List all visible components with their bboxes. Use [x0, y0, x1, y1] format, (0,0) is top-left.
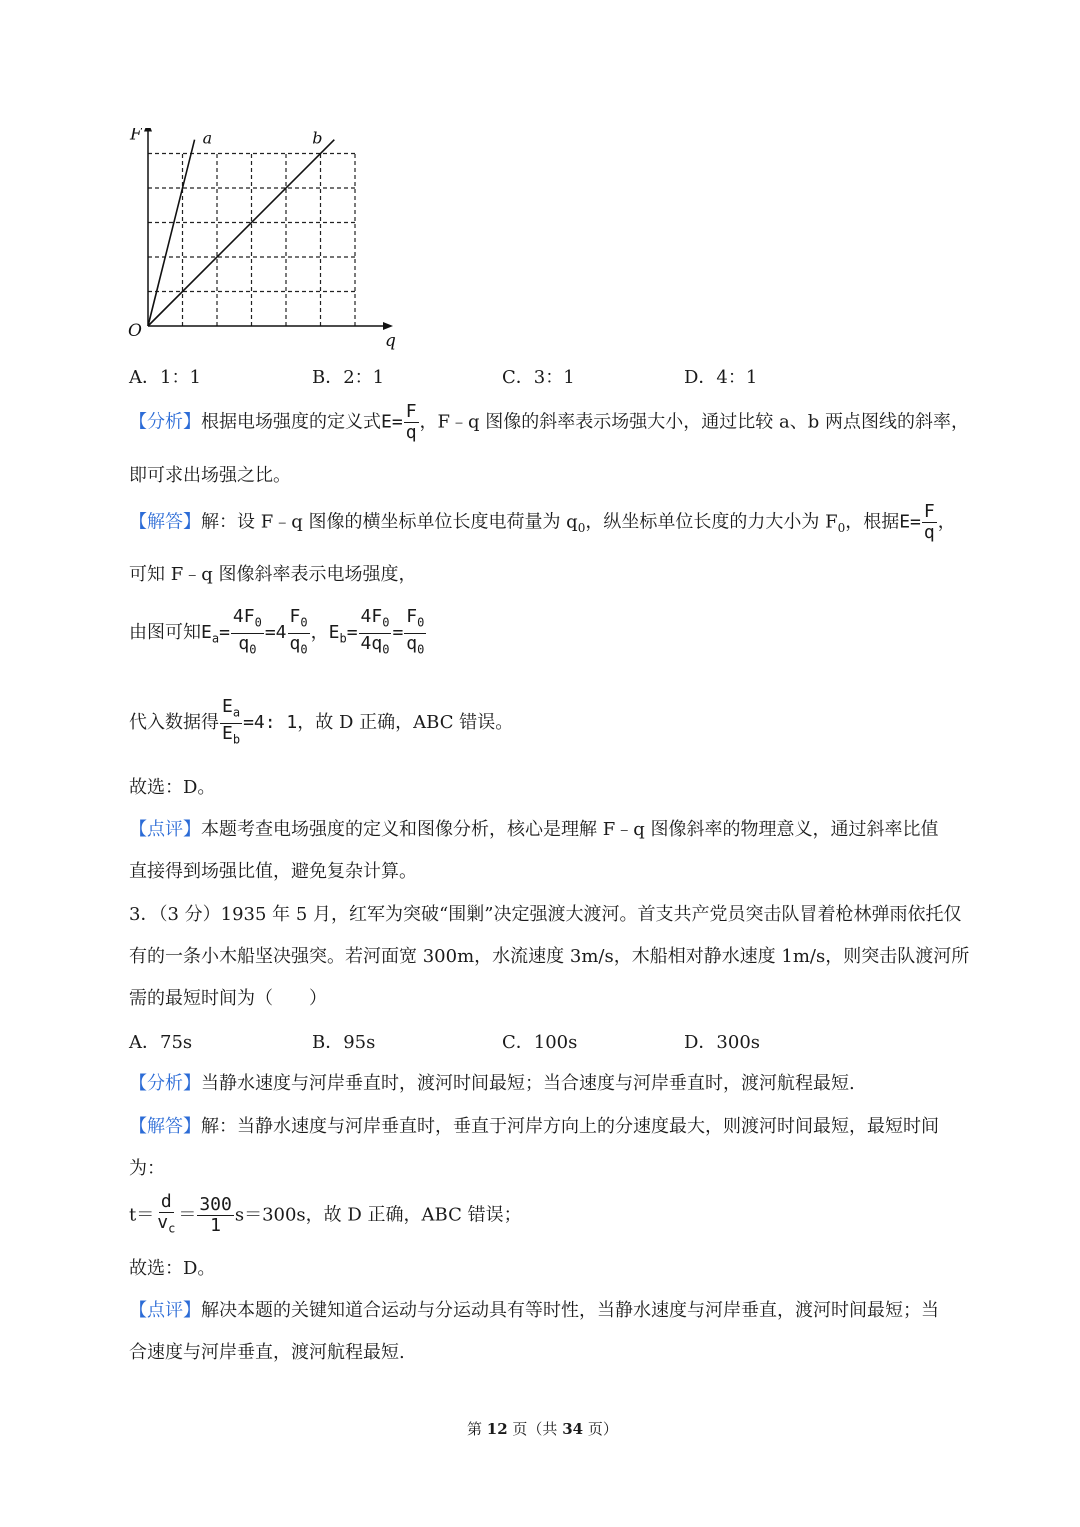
fraction-denominator: q [405, 422, 417, 443]
q2-solution-line2: 可知 F﹣q 图像斜率表示电场强度， [129, 564, 417, 585]
fraction-f0-q0 [288, 607, 310, 659]
q3-analysis-line [129, 1072, 855, 1096]
subscript: 0 [417, 642, 425, 657]
e-definition-fraction [922, 502, 937, 543]
solution-text-3: ，根据 [845, 511, 900, 533]
fraction-300-1 [197, 1195, 234, 1236]
fraction-numerator: F [405, 401, 417, 422]
subscript: 0 [254, 615, 262, 630]
q2-solution-line1 [129, 502, 956, 543]
footer-text: 页） [583, 1420, 618, 1438]
fraction-denominator: $q_0$ [289, 632, 308, 657]
eb-symbol: $E_b$ [328, 622, 347, 646]
x-axis-arrow [383, 322, 393, 330]
q2-option-a: A．1：1 [129, 367, 201, 388]
y-axis-label: F [130, 128, 142, 145]
solution-tag: 【解答】 [129, 1116, 201, 1137]
f-q-chart-svg [118, 128, 398, 360]
subscript: 0 [300, 615, 308, 630]
subscript: b [339, 631, 347, 646]
equals: = [346, 622, 358, 644]
footer-text: 页（共 [507, 1420, 563, 1438]
comment-tag: 【点评】 [129, 819, 201, 840]
origin-label: O [128, 321, 142, 341]
fraction-numerator: $4F_0$ [231, 607, 264, 634]
ea-symbol: $E_a$ [201, 622, 220, 646]
q2-solution-line4 [129, 697, 513, 749]
fraction-ea-eb [220, 697, 242, 749]
fraction-denominator: q [923, 522, 935, 543]
comment-text: 解决本题的关键知道合运动与分运动具有等时性，当静水速度与河岸垂直，渡河时间最短；当 [201, 1300, 939, 1321]
fraction-d-vc [155, 1192, 177, 1239]
equals: = [392, 622, 404, 644]
subscript: 0 [837, 521, 846, 536]
equals: =4 [264, 622, 287, 644]
solution-tag: 【解答】 [129, 511, 201, 533]
q3-option-a: A．75s [129, 1032, 193, 1053]
subscript: b [232, 732, 241, 747]
fraction-numerator: $4F_0$ [359, 607, 392, 634]
subscript: 0 [382, 642, 390, 657]
series-line-b [148, 140, 334, 326]
page-number: 12 [486, 1420, 508, 1438]
q3-option-c: C．100s [502, 1032, 578, 1053]
fraction-numerator: $F_0$ [404, 607, 426, 634]
analysis-text: 当静水速度与河岸垂直时，渡河时间最短；当合速度与河岸垂直时，渡河航程最短. [201, 1073, 855, 1094]
q3-solution-line3 [129, 1192, 522, 1239]
comment-text: 本题考查电场强度的定义和图像分析，核心是理解 F﹣q 图像斜率的物理意义，通过斜率比值 [201, 819, 939, 840]
fraction-denominator: $E_b$ [222, 722, 241, 747]
subscript: 0 [249, 642, 257, 657]
q3-choose: 故选：D。 [129, 1258, 216, 1279]
fraction-numerator: $F_0$ [288, 607, 310, 634]
subscript: 0 [417, 615, 425, 630]
x-axis-label: q [385, 331, 396, 351]
solution-text: 代入数据得 [129, 712, 219, 734]
series-label-a: a [202, 128, 213, 148]
fraction-numerator: F [923, 501, 935, 522]
fraction-4f0-4q0 [359, 607, 392, 659]
q2-option-d: D．4：1 [684, 367, 758, 388]
q3-stem-line1: 3．（3 分）1935 年 5 月，红军为突破“围剿”决定强渡大渡河。首支共产党员突击队冒着枪林弹雨依托仅 [129, 904, 962, 925]
subscript: c [168, 1221, 176, 1236]
analysis-tag: 【分析】 [129, 1073, 201, 1094]
q2-option-c: C．3：1 [502, 367, 575, 388]
analysis-text-post: ，F﹣q 图像的斜率表示场强大小，通过比较 a、b 两点图线的斜率， [419, 411, 969, 433]
q2-analysis-line1 [129, 402, 969, 443]
subscript: 0 [577, 521, 586, 536]
comma: ， [310, 622, 329, 644]
solution-text: ，故 D 正确，ABC 错误。 [297, 712, 514, 734]
subscript: 0 [300, 642, 308, 657]
solution-text-2: ，纵坐标单位长度的力大小为 F [585, 511, 838, 533]
series-line-a [148, 140, 195, 326]
q3-option-d: D．300s [684, 1032, 761, 1053]
fraction-denominator: $4q_0$ [360, 632, 390, 657]
comment-tag: 【点评】 [129, 1300, 201, 1321]
q3-option-b: B．95s [312, 1032, 376, 1053]
q3-solution-line1 [129, 1115, 939, 1139]
solution-text-4: ， [937, 511, 956, 533]
solution-text: 由图可知 [129, 622, 201, 644]
e-symbol: E= [899, 511, 921, 533]
fraction-denominator: $v_c$ [157, 1212, 176, 1236]
analysis-tag: 【分析】 [129, 411, 201, 433]
q3-comment-line2: 合速度与河岸垂直，渡河航程最短. [129, 1342, 405, 1363]
subscript: a [232, 705, 241, 720]
f-q-chart [118, 128, 398, 360]
equals: = [219, 622, 230, 644]
solution-text: s＝300s，故 D 正确，ABC 错误； [234, 1204, 522, 1226]
fraction-f0-q0 [404, 607, 426, 659]
q2-solution-line3 [129, 607, 427, 659]
subscript: 0 [382, 615, 390, 630]
fraction-denominator: $q_0$ [238, 632, 257, 657]
subscript: a [211, 631, 220, 646]
e-definition-fraction [404, 402, 419, 443]
fraction-numerator: 300 [199, 1193, 232, 1215]
fraction-numerator: $E_a$ [220, 697, 242, 724]
y-axis-arrow [144, 128, 152, 132]
solution-text: 解：当静水速度与河岸垂直时，垂直于河岸方向上的分速度最大，则渡河时间最短，最短时间 [201, 1116, 939, 1137]
ratio-value: =4: 1 [243, 712, 298, 734]
fraction-denominator: 1 [210, 1214, 221, 1236]
q2-comment-line1 [129, 818, 938, 842]
q2-comment-line2: 直接得到场强比值，避免复杂计算。 [129, 861, 417, 882]
e-symbol: E= [381, 411, 403, 433]
fraction-4f0-q0 [231, 607, 264, 659]
q3-comment-line1 [129, 1299, 939, 1323]
series-label-b: b [312, 128, 323, 148]
page-total: 34 [562, 1420, 584, 1438]
page-footer [467, 1418, 618, 1439]
fraction-denominator: $q_0$ [406, 632, 425, 657]
equals: ＝ [178, 1204, 197, 1226]
q3-stem-line3: 需的最短时间为（ ） [129, 988, 327, 1009]
q2-option-b: B．2：1 [312, 367, 385, 388]
q2-choose: 故选：D。 [129, 777, 216, 798]
footer-text: 第 [467, 1420, 487, 1438]
q2-analysis-line2: 即可求出场强之比。 [129, 465, 291, 486]
fraction-numerator: d [160, 1191, 172, 1212]
solution-text: t＝ [129, 1204, 155, 1226]
q3-stem-line2: 有的一条小木船坚决强突。若河面宽 300m，水流速度 3m/s，木船相对静水速度 1m/s，则突击队渡河所 [129, 946, 970, 967]
q3-solution-line2: 为： [129, 1158, 165, 1179]
solution-text-1: 解：设 F﹣q 图像的横坐标单位长度电荷量为 q [201, 511, 578, 533]
analysis-text-pre: 根据电场强度的定义式 [201, 411, 381, 433]
